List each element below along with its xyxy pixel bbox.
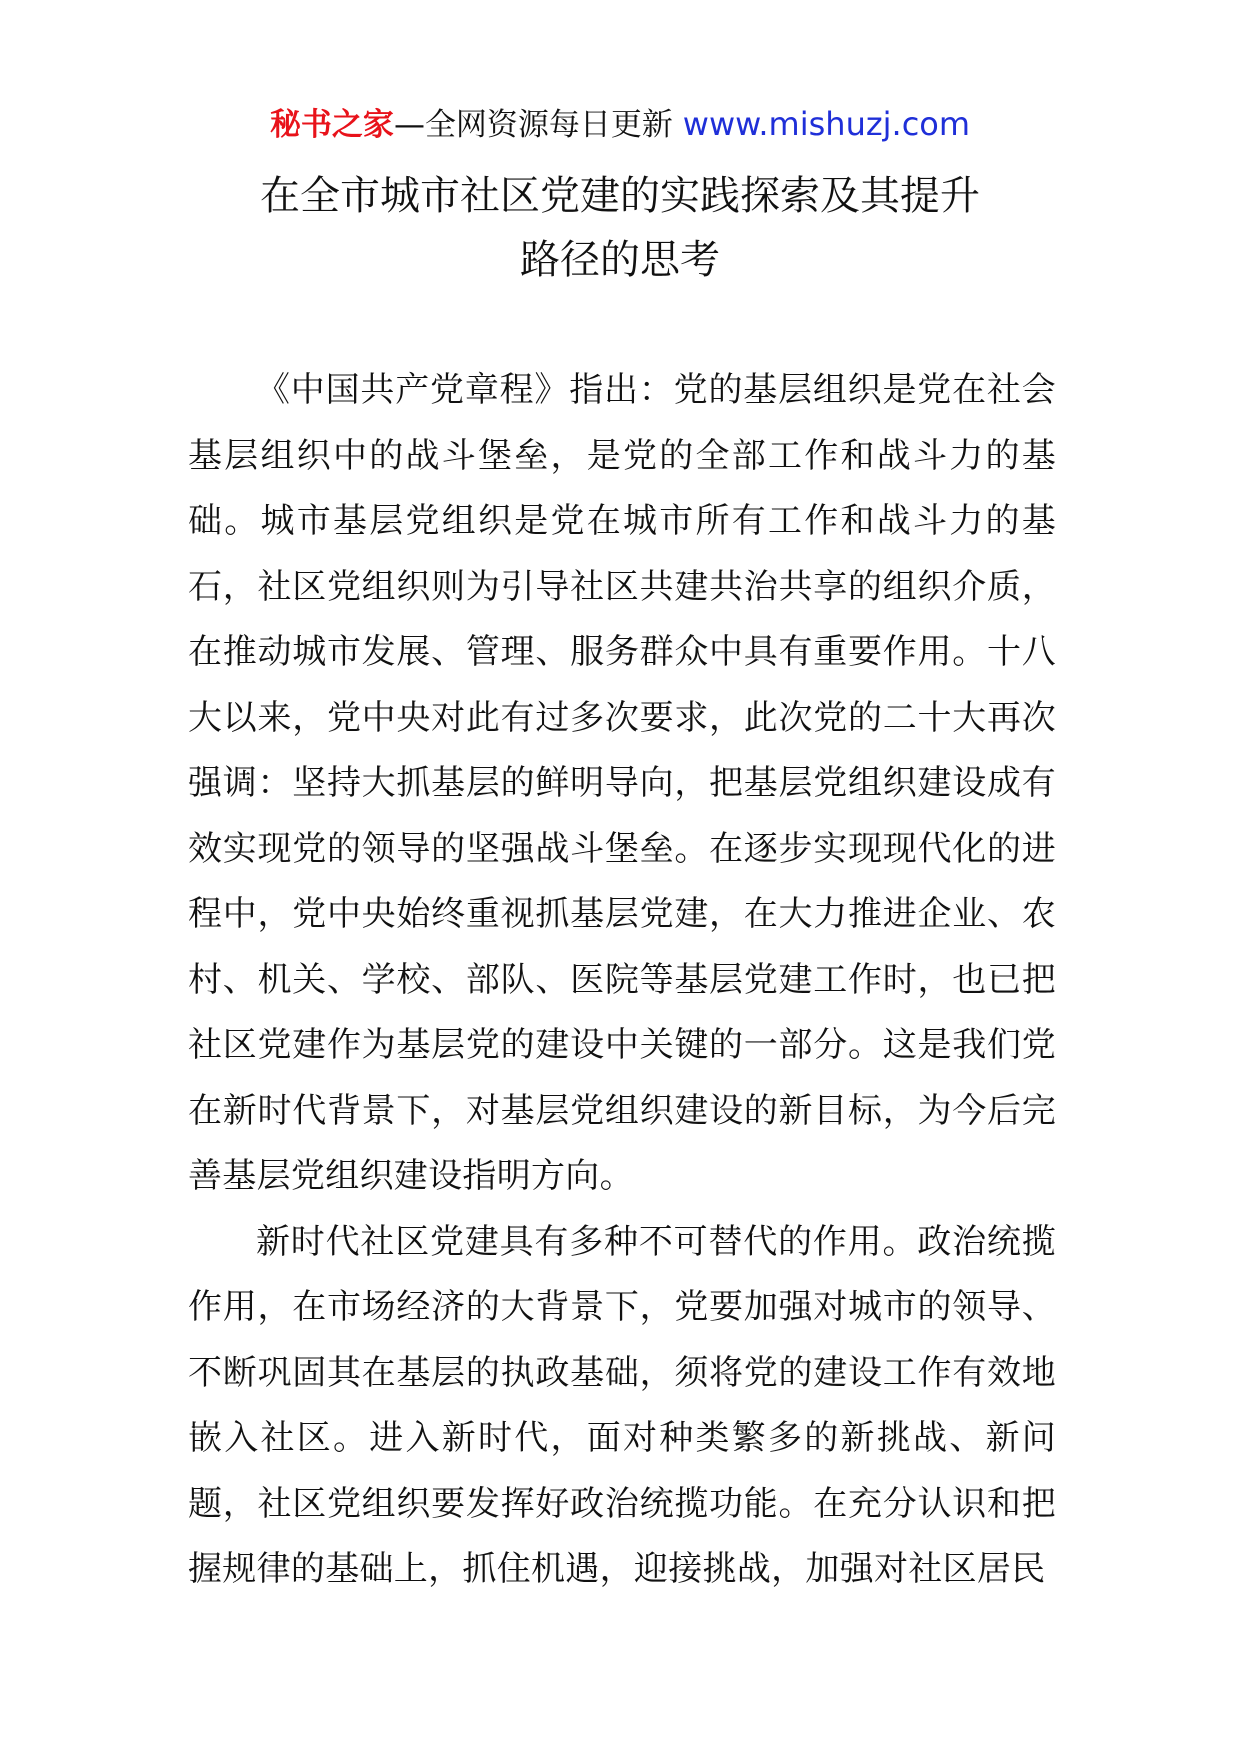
document-body bbox=[188, 358, 1056, 1603]
site-header bbox=[0, 104, 1240, 145]
site-url-link[interactable]: www.mishuzj.com bbox=[682, 105, 971, 143]
paragraph-1: 《中国共产党章程》指出：党的基层组织是党在社会基层组织中的战斗堡垒，是党的全部工作和战斗力的基础。城市基层党组织是党在城市所有工作和战斗力的基石，社区党组织则为引导社区共建共治共享的组织介质，在推动城市发展、管理、服务群众中具有重要作用。十八大以来，党中央对此有过多次要求，此次党的二十大再次强调：坚持大抓基层的鲜明导向，把基层党组织建设成有效实现党的领导的坚强战斗堡垒。在逐步实现现代化的进程中，党中央始终重视抓基层党建，在大力推进企业、农村、机关、学校、部队、医院等基层党建工作时，也已把社区党建作为基层党的建设中关键的一部分。这是我们党在新时代背景下，对基层党组织建设的新目标，为今后完善基层党组织建设指明方向。 bbox=[188, 370, 1056, 1196]
title-line-2: 路径的思考 bbox=[520, 237, 720, 283]
paragraph-2: 新时代社区党建具有多种不可替代的作用。政治统揽作用，在市场经济的大背景下，党要加强对城市的领导、不断巩固其在基层的执政基础，须将党的建设工作有效地嵌入社区。进入新时代，面对种类繁多的新挑战、新问题，社区党组织要发挥好政治统揽功能。在充分认识和把握规律的基础上，抓住机遇，迎接挑战，加强对社区居民 bbox=[188, 1221, 1056, 1589]
brand-name: 秘书之家 bbox=[269, 107, 394, 143]
document-title bbox=[0, 164, 1240, 292]
title-line-1: 在全市城市社区党建的实践探索及其提升 bbox=[260, 173, 980, 219]
header-tagline: —全网资源每日更新 bbox=[393, 107, 673, 143]
